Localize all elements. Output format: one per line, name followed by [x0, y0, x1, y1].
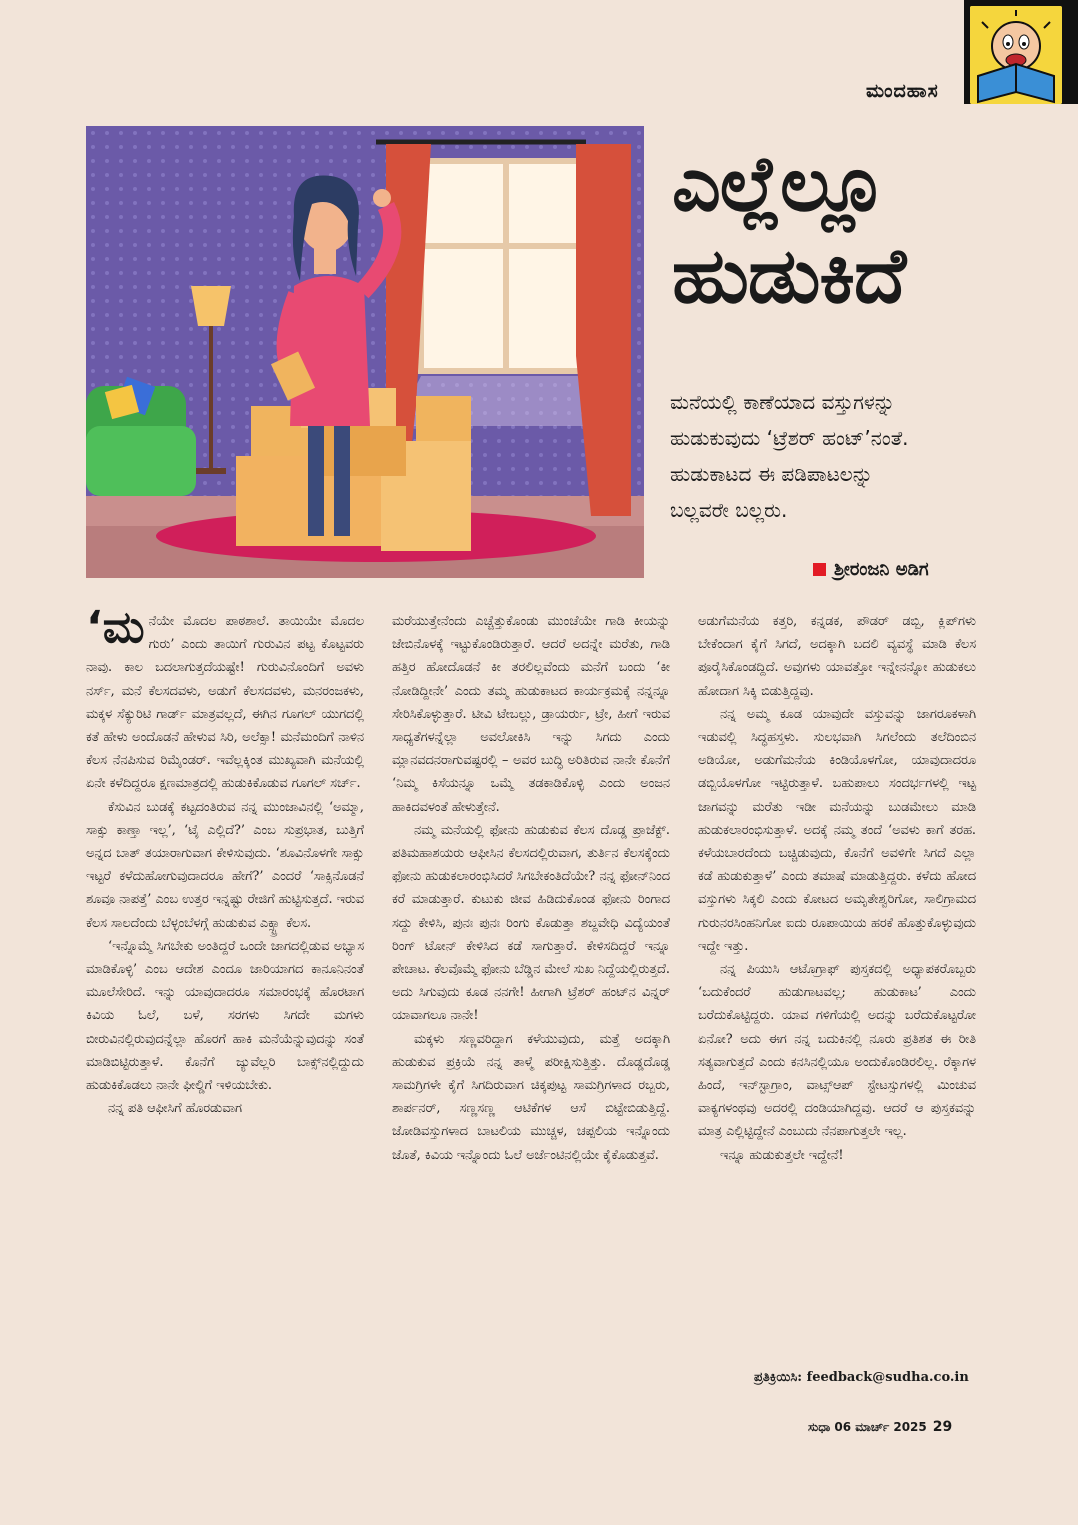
article-column-1: [86, 602, 364, 1120]
standfirst-line: ಮನೆಯಲ್ಲಿ ಕಾಣೆಯಾದ ವಸ್ತುಗಳನ್ನು: [670, 390, 895, 414]
article-paragraph: ನನ್ನ ಪಿಯುಸಿ ಆಟೊಗ್ರಾಫ್ ಪುಸ್ತಕದಲ್ಲಿ ಅಧ್ಯಾಪಕರೊಬ್ಬರು ‘ಬದುಕೆಂದರೆ ಹುಡುಗಾಟವಲ್ಲ; ಹುಡುಕಾಟ’ ಎಂದು ಬರೆದುಕೊಟ್ಟಿದ್ದರು. ಯಾವ ಗಳಿಗೆಯಲ್ಲಿ ಅದನ್ನು ಬರೆದುಕೊಟ್ಟರೋ ಏನೋ? ಅದು ಈಗ ನನ್ನ ಬದುಕಿನಲ್ಲಿ ನೂರು ಪ್ರತಿಶತ ಈ ರೀತಿ ಸತ್ಯವಾಗುತ್ತದೆ ಎಂದು ಕನಸಿನಲ್ಲಿಯೂ ಅಂದುಕೊಂಡಿರಲಿಲ್ಲ. ರೆಕ್ಕಾಗಳ ಹಿಂದೆ, ಇನ್‌ಸ್ಟಾಗ್ರಾಂ, ವಾಟ್ಸ್‌ಆಪ್ ಸ್ಟೇಟಸ್ಸುಗಳಲ್ಲಿ ಮಿಂಚುವ ವಾಕ್ಯಗಳಂಥವು ಅದರಲ್ಲಿ ದಂಡಿಯಾಗಿದ್ದವು. ಆದರೆ ಆ ಪುಸ್ತಕವನ್ನು ಮಾತ್ರ ಎಲ್ಲಿಟ್ಟಿದ್ದೇನೆ ಎಂಬುದು ನೆನಪಾಗುತ್ತಲೇ ಇಲ್ಲ.: [698, 962, 976, 1140]
red-square-icon: [813, 563, 826, 576]
section-label: ಮಂದಹಾಸ: [866, 80, 939, 102]
article-paragraph: ಇನ್ನೂ ಹುಡುಕುತ್ತಲೇ ಇದ್ದೇನೆ!: [720, 1147, 844, 1163]
article-paragraph: ನನ್ನ ಪತಿ ಆಫೀಸಿಗೆ ಹೊರಡುವಾಗ: [108, 1101, 242, 1117]
article-paragraph: ಮಕ್ಕಳು ಸಣ್ಣವರಿದ್ದಾಗ ಕಳೆಯುವುದು, ಮತ್ತೆ ಅದಕ್ಕಾಗಿ ಹುಡುಕುವ ಪ್ರಕ್ರಿಯೆ ನನ್ನ ತಾಳ್ಮೆ ಪರೀಕ್ಷಿಸುತ್ತಿತ್ತು. ದೊಡ್ಡದೊಡ್ಡ ಸಾಮಗ್ರಿಗಳೇ ಕೈಗೆ ಸಿಗದಿರುವಾಗ ಚಿಕ್ಕಪುಟ್ಟ ಸಾಮಗ್ರಿಗಳಾದ ರಬ್ಬರು, ಶಾರ್ಪನರ್, ಸಣ್ಣಸಣ್ಣ ಆಟಿಕೆಗಳ ಆಸೆ ಬಿಟ್ಟೇಬಿಡುತ್ತಿದ್ದೆ. ಜೋಡಿವಸ್ತುಗಳಾದ ಬಾಟಲಿಯ ಮುಚ್ಚಳ, ಚಪ್ಪಲಿಯ ಇನ್ನೊಂದು ಜೊತೆ, ಕಿವಿಯ ಇನ್ನೊಂದು ಓಲೆ ಅರ್ಜೆಂಟಿನಲ್ಲಿಯೇ ಕೈಕೊಡುತ್ತವೆ.: [392, 1031, 670, 1163]
article-paragraph: ಅಡುಗೆಮನೆಯ ಕತ್ತರಿ, ಕನ್ನಡಕ, ಪೌಡರ್ ಡಬ್ಬಿ, ಕ್ಲಿಪ್‌ಗಳು ಬೇಕೆಂದಾಗ ಕೈಗೆ ಸಿಗದೆ, ಅದಕ್ಕಾಗಿ ಬದಲಿ ವ್ಯವಸ್ಥೆ ಮಾಡಿ ಕೆಲಸ ಪೂರೈಸಿಕೊಂಡದ್ದಿದೆ. ಅವುಗಳು ಯಾವತ್ತೋ ಇನ್ನೇನನ್ನೋ ಹುಡುಕಲು ಹೋದಾಗ ಸಿಕ್ಕಿ ಬಿಡುತ್ತಿದ್ದವು.: [698, 614, 976, 699]
article-paragraph: ಮರೆಯುತ್ತೇನೆಂದು ಎಚ್ಚೆತ್ತುಕೊಂಡು ಮುಂಚೆಯೇ ಗಾಡಿ ಕೀಯನ್ನು ಜೇಬಿನೊಳಕ್ಕೆ ಇಟ್ಟುಕೊಂಡಿರುತ್ತಾರೆ. ಆದರೆ ಅದನ್ನೇ ಮರೆತು, ಗಾಡಿ ಹತ್ತಿರ ಹೋದೊಡನೆ ಕೀ ತರಲಿಲ್ಲವೆಂದು ಮನೆಗೆ ಬಂದು ‘ಕೀ ನೋಡಿದ್ದೀನೇ’ ಎಂದು ತಮ್ಮ ಹುಡುಕಾಟದ ಕಾರ್ಯಕ್ರಮಕ್ಕೆ ನನ್ನನ್ನೂ ಸೇರಿಸಿಕೊಳ್ಳುತ್ತಾರೆ. ಟೀವಿ ಟೇಬಲ್ಲು, ಡ್ರಾಯರ್ರು, ಟ್ರೇ, ಹೀಗೆ ಇರುವ ಸಾಧ್ಯತೆಗಳನ್ನೆಲ್ಲಾ ಅವಲೋಕಿಸಿ ಇನ್ನು ಸಿಗದು ಎಂದು ಮ್ಲಾನವದನರಾಗುವಷ್ಟರಲ್ಲಿ – ಅವರ ಬುದ್ಧಿ ಅರಿತಿರುವ ನಾನೇ ಕೊನೆಗೆ ‘ನಿಮ್ಮ ಕಿಸೆಯನ್ನೂ ಒಮ್ಮೆ ತಡಕಾಡಿಕೊಳ್ಳಿ ಎಂದು ಅಂಜನ ಹಾಕಿದವಳಂತೆ ಹೇಳುತ್ತೇನೆ.: [392, 614, 670, 815]
article-paragraph: ‘ಮನೆಯೇ ಮೊದಲ ಪಾಠಶಾಲೆ. ತಾಯಿಯೇ ಮೊದಲ ಗುರು’ ಎಂದು ತಾಯಿಗೆ ಗುರುವಿನ ಪಟ್ಟ ಕೊಟ್ಟವರು ನಾವು. ಕಾಲ ಬದಲಾಗುತ್ತದೆಯಷ್ಟೇ! ಗುರುವಿನೊಂದಿಗೆ ಅವಳು ನರ್ಸ್, ಮನೆ ಕೆಲಸದವಳು, ಅಡುಗೆ ಕೆಲಸದವಳು, ಮನರಂಜಕಳು, ಮಕ್ಕಳ ಸೆಕ್ಯುರಿಟಿ ಗಾರ್ಡ್ ಮಾತ್ರವಲ್ಲದೆ, ಈಗಿನ ಗೂಗಲ್ ಯುಗದಲ್ಲಿ ಕತೆ ಹೇಳು ಅಂದೊಡನೆ ಹೇಳುವ ಸಿರಿ, ಅಲೆಕ್ಸಾ! ಮನೆಮಂದಿಗೆ ನಾಳಿನ ಕೆಲಸ ನೆನಪಿಸುವ ರಿಮೈಂಡರ್. ಇವೆಲ್ಲಕ್ಕಿಂತ ಮುಖ್ಯವಾಗಿ ಮನೆಯಲ್ಲಿ ಏನೇ ಕಳೆದಿದ್ದರೂ ಕ್ಷಣಮಾತ್ರದಲ್ಲಿ ಹುಡುಕಿಕೊಡುವ ಗೂಗಲ್ ಸರ್ಚ್.: [86, 602, 364, 792]
article-paragraph: ನಮ್ಮ ಮನೆಯಲ್ಲಿ ಫೋನು ಹುಡುಕುವ ಕೆಲಸ ದೊಡ್ಡ ಪ್ರಾಜೆಕ್ಟ್. ಪತಿಮಹಾಶಯರು ಆಫೀಸಿನ ಕೆಲಸದಲ್ಲಿರುವಾಗ, ತುರ್ತಿನ ಕೆಲಸಕ್ಕೆಂದು ಫೋನು ಹುಡುಕಲಾರಂಭಿಸಿದರೆ ಸಿಗಬೇಕಂತಿದೆಯೇ? ನನ್ನ ಫೋನ್‌ನಿಂದ ಕರೆ ಮಾಡುತ್ತಾರೆ. ಕುಟುಕು ಜೀವ ಹಿಡಿದುಕೊಂಡ ಫೋನು ರಿಂಗಾದ ಸದ್ದು ಕೇಳಿಸಿ, ಪುನಃ ಪುನಃ ರಿಂಗು ಕೊಡುತ್ತಾ ಶಬ್ದವೇಧಿ ವಿದ್ಯೆಯಂತೆ ರಿಂಗ್ ಟೋನ್ ಕೇಳಿಸಿದ ಕಡೆ ಸಾಗುತ್ತಾರೆ. ಕೇಳಿಸದಿದ್ದರೆ ಇನ್ನೂ ಪೇಚಾಟ. ಕೆಲವೊಮ್ಮೆ ಫೋನು ಬೆಡ್ಡಿನ ಮೇಲೆ ಸುಖ ನಿದ್ದೆಯಲ್ಲಿರುತ್ತದೆ. ಅದು ಸಿಗುವುದು ಕೂಡ ನನಗೇ! ಹೀಗಾಗಿ ಟ್ರೆಶರ್ ಹಂಟ್‌ನ ವಿನ್ನರ್ ಯಾವಾಗಲೂ ನಾನೇ!: [392, 822, 670, 1024]
article-column-3: [698, 610, 976, 1167]
headline-line-1: ಎಲ್ಲೆಲ್ಲೂ: [672, 139, 886, 228]
headline: [672, 138, 905, 322]
page-number: 29: [932, 1419, 953, 1435]
article-paragraph: ಕೆಸುವಿನ ಬುಡಕ್ಕೆ ಕಟ್ಟದಂತಿರುವ ನನ್ನ ಮುಂಜಾವಿನಲ್ಲಿ ‘ಅಮ್ಮಾ, ಸಾಕ್ಸು ಕಾಣ್ತಾ ಇಲ್ಲ’, ‘ಟೈ ಎಲ್ಲಿದೆ?’ ಎಂಬ ಸುಪ್ರಭಾತ, ಬುತ್ತಿಗೆ ಅನ್ನದ ಬಾತ್ ತಯಾರಾಗುವಾಗ ಕೇಳಿಸುವುದು. ‘ಶೂವಿನೊಳಗೇ ಸಾಕ್ಸು ಇಟ್ಟರೆ ಕಳೆದುಹೋಗುವುದಾದರೂ ಹೇಗೆ?’ ಎಂದರೆ ‘ಸಾಕ್ಸಿನೊಡನೆ ಶೂವೂ ನಾಪತ್ತೆ’ ಎಂಬ ಉತ್ತರ ಇನ್ನಷ್ಟು ರೇಜಿಗೆ ಹುಟ್ಟಿಸುತ್ತದೆ. ಇರುವ ಕೆಲಸ ಸಾಲದೆಂದು ಬೆಳ್ಳಂಬೆಳಗ್ಗೆ ಹುಡುಕುವ ಎಕ್ಸ್ಟ್ರಾ ಕೆಲಸ.: [86, 799, 364, 931]
standfirst: [670, 384, 990, 528]
magazine-issue: ಸುಧಾ 06 ಮಾರ್ಚ್ 2025: [808, 1420, 927, 1434]
article-paragraph: ‘ಇನ್ನೊಮ್ಮೆ ಸಿಗಬೇಕು ಅಂತಿದ್ದರೆ ಒಂದೇ ಜಾಗದಲ್ಲಿಡುವ ಅಭ್ಯಾಸ ಮಾಡಿಕೊಳ್ಳಿ’ ಎಂಬ ಆದೇಶ ಎಂದೂ ಜಾರಿಯಾಗದ ಕಾನೂನಿನಂತೆ ಮೂಲೆಸೇರಿದೆ. ಇನ್ನು ಯಾವುದಾದರೂ ಸಮಾರಂಭಕ್ಕೆ ಹೊರಟಾಗ ಕಿವಿಯ ಓಲೆ, ಬಳೆ, ಸರಗಳು ಸಿಗದೇ ಮಗಳು ಬೀರುವಿನಲ್ಲಿರುವುದನ್ನೆಲ್ಲಾ ಹೊರಗೆ ಹಾಕಿ ಮನೆಯೆನ್ನುವುದನ್ನು ಸಂತೆ ಮಾಡಿಬಿಟ್ಟಿರುತ್ತಾಳೆ. ಕೊನೆಗೆ ಜ್ಯುವೆಲ್ಲರಿ ಬಾಕ್ಸ್‌ನಲ್ಲಿದ್ದುದು ಹುಡುಕಿಕೊಡಲು ನಾನೇ ಫೀಲ್ಡಿಗೆ ಇಳಿಯಬೇಕು.: [86, 938, 364, 1094]
reading-mascot-icon: [970, 6, 1062, 104]
article-column-2: [392, 610, 670, 1167]
standfirst-line: ಹುಡುಕುವುದು ‘ಟ್ರೆಶರ್ ಹಂಟ್’ನಂತೆ.: [670, 426, 909, 450]
feedback-email: ಪ್ರತಿಕ್ರಿಯಿಸಿ: feedback@sudha.co.in: [754, 1370, 969, 1385]
page-footer: [808, 1419, 952, 1435]
headline-line-2: ಹುಡುಕಿದೆ: [672, 231, 906, 320]
hero-illustration: [86, 126, 644, 578]
drop-cap: ‘ಮ: [86, 602, 145, 653]
author-name: ಶ್ರೀರಂಜನಿ ಅಡಿಗ: [834, 559, 929, 580]
byline: [813, 559, 929, 580]
standfirst-line: ಬಲ್ಲವರೇ ಬಲ್ಲರು.: [670, 498, 788, 522]
standfirst-line: ಹುಡುಕಾಟದ ಈ ಪಡಿಪಾಟಲನ್ನು: [670, 462, 873, 486]
article-paragraph: ನನ್ನ ಅಮ್ಮ ಕೂಡ ಯಾವುದೇ ವಸ್ತುವನ್ನು ಜಾಗರೂಕಳಾಗಿ ಇಡುವಲ್ಲಿ ಸಿದ್ಧಹಸ್ತಳು. ಸುಲಭವಾಗಿ ಸಿಗಲೆಂದು ತಲೆದಿಂಬಿನ ಅಡಿಯೋ, ಅಡುಗೆಮನೆಯ ಕಿಂಡಿಯೊಳಗೋ, ಯಾವುದಾದರೂ ಡಬ್ಬಿಯೊಳಗೋ ಇಟ್ಟಿರುತ್ತಾಳೆ. ಬಹುಪಾಲು ಸಂದರ್ಭಗಳಲ್ಲಿ ಇಟ್ಟ ಜಾಗವನ್ನು ಮರೆತು ಇಡೀ ಮನೆಯನ್ನು ಬುಡಮೇಲು ಮಾಡಿ ಹುಡುಕಲಾರಂಭಿಸುತ್ತಾಳೆ. ಅದಕ್ಕೆ ನಮ್ಮ ತಂದೆ ‘ಅವಳು ಕಾಗೆ ತರಹ. ಕಳೆಯಬಾರದೆಂದು ಬಚ್ಚಿಡುವುದು, ಕೊನೆಗೆ ಅವಳಿಗೇ ಸಿಗದೆ ಎಲ್ಲಾ ಕಡೆ ಹುಡುಕುತ್ತಾಳೆ’ ಎಂದು ತಮಾಷೆ ಮಾಡುತ್ತಿದ್ದರು. ಕಳೆದು ಹೋದ ವಸ್ತುಗಳು ಸಿಕ್ಕಲಿ ಎಂದು ಕೋಟದ ಅಮೃತೇಶ್ವರಿಗೋ, ಸಾಲಿಗ್ರಾಮದ ಗುರುನರಸಿಂಹನಿಗೋ ಐದು ರೂಪಾಯಿಯ ಹರಕೆ ಹೊತ್ತುಕೊಳ್ಳುವುದು ಇದ್ದೇ ಇತ್ತು.: [698, 706, 976, 954]
